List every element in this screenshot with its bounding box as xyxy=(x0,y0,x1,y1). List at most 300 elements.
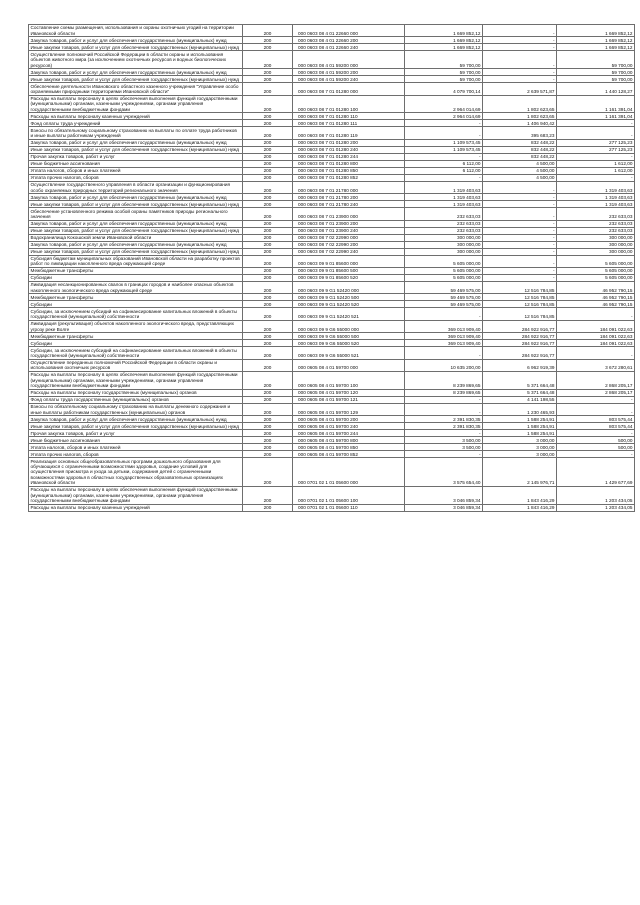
budget-classification-code: 000 0603 08 7 01 23900 200 xyxy=(293,220,405,227)
budget-classification-code: 000 0603 08 4 01 22660 000 xyxy=(293,25,405,37)
unexecuted-amount: - xyxy=(557,347,635,359)
budget-execution-page xyxy=(28,24,634,512)
budget-classification-code: 000 0605 08 4 01 59700 244 xyxy=(293,430,405,437)
expense-name: Иные закупки товаров, работ и услуг для обеспечения государственных (муниципальных) нужд xyxy=(29,227,243,234)
budget-classification-code: 000 0603 09 9 G6 55000 520 xyxy=(293,340,405,347)
approved-amount: 10 635 200,00 xyxy=(405,359,483,371)
unexecuted-amount: - xyxy=(557,120,635,127)
line-code: 200 xyxy=(243,396,293,403)
table-row xyxy=(29,83,635,95)
approved-amount: 1 319 403,63 xyxy=(405,181,483,193)
line-code: 200 xyxy=(243,444,293,451)
line-code: 200 xyxy=(243,127,293,139)
unexecuted-amount: - xyxy=(557,451,635,458)
expense-name: Расходы на выплаты персоналу казенных учреждений xyxy=(29,113,243,120)
table-row xyxy=(29,95,635,113)
approved-amount: - xyxy=(405,127,483,139)
expense-name: Межбюджетные трансферты xyxy=(29,294,243,301)
budget-classification-code: 000 0603 08 7 01 21780 240 xyxy=(293,201,405,208)
line-code: 200 xyxy=(243,504,293,511)
unexecuted-amount: - xyxy=(557,396,635,403)
approved-amount: 369 013 909,40 xyxy=(405,320,483,332)
executed-amount: 832 448,22 xyxy=(483,139,557,146)
line-code: 200 xyxy=(243,403,293,415)
line-code: 200 xyxy=(243,255,293,267)
unexecuted-amount: 300 000,00 xyxy=(557,234,635,241)
budget-classification-code: 000 0603 09 9 G1 52420 520 xyxy=(293,301,405,308)
expense-name: Ликвидация (рекультивация) объектов накопленного экологического вреда, представляющих угрозу реке Волге xyxy=(29,320,243,332)
budget-classification-code: 000 0603 08 7 01 23900 000 xyxy=(293,208,405,220)
table-row xyxy=(29,430,635,437)
budget-classification-code: 000 0603 08 4 01 22660 240 xyxy=(293,44,405,51)
table-row xyxy=(29,113,635,120)
approved-amount: 3 046 859,34 xyxy=(405,486,483,504)
expense-name: Реализация основных общеобразовательных программ дошкольного образования для обучающихся с ограниченными возможностями здоровья, создание условий для осуществления присмотра и ухода за детьми, содержания детей с ограниченными возможностями здоровья в областных государственных образовательных организациях Ивановской области xyxy=(29,458,243,487)
line-code: 200 xyxy=(243,69,293,76)
expense-name: Ликвидация несанкционированных свалок в границах городов и наиболее опасных объектов накопленного экологического вреда окружающей среде xyxy=(29,282,243,294)
line-code: 200 xyxy=(243,146,293,153)
budget-classification-code: 000 0603 08 7 02 22990 200 xyxy=(293,241,405,248)
approved-amount: 1 319 403,63 xyxy=(405,194,483,201)
executed-amount: 2 145 976,71 xyxy=(483,458,557,487)
executed-amount: 1 406 940,42 xyxy=(483,120,557,127)
unexecuted-amount: - xyxy=(557,127,635,139)
unexecuted-amount: 232 633,03 xyxy=(557,227,635,234)
budget-classification-code: 000 0605 08 4 01 59700 121 xyxy=(293,396,405,403)
budget-classification-code: 000 0603 08 4 01 59200 200 xyxy=(293,69,405,76)
line-code: 200 xyxy=(243,347,293,359)
budget-classification-code: 000 0603 09 9 G1 52420 500 xyxy=(293,294,405,301)
budget-classification-code: 000 0603 08 7 01 21780 000 xyxy=(293,181,405,193)
unexecuted-amount: - xyxy=(557,430,635,437)
table-row xyxy=(29,69,635,76)
expense-name: Субсидии xyxy=(29,275,243,282)
line-code: 200 xyxy=(243,451,293,458)
table-row xyxy=(29,160,635,167)
executed-amount: - xyxy=(483,248,557,255)
approved-amount: 369 013 909,40 xyxy=(405,340,483,347)
budget-classification-code: 000 0701 02 1 01 05600 100 xyxy=(293,486,405,504)
budget-classification-code: 000 0605 08 4 01 59700 000 xyxy=(293,359,405,371)
line-code: 200 xyxy=(243,153,293,160)
table-row xyxy=(29,396,635,403)
approved-amount: - xyxy=(405,153,483,160)
unexecuted-amount: 277 125,23 xyxy=(557,146,635,153)
table-row xyxy=(29,194,635,201)
approved-amount: 1 109 573,45 xyxy=(405,139,483,146)
table-row xyxy=(29,167,635,174)
budget-classification-code: 000 0603 08 7 02 22990 240 xyxy=(293,248,405,255)
executed-amount: - xyxy=(483,76,557,83)
unexecuted-amount: - xyxy=(557,174,635,181)
expense-name: Иные бюджетные ассигнования xyxy=(29,437,243,444)
unexecuted-amount: 1 429 677,69 xyxy=(557,458,635,487)
unexecuted-amount: 500,00 xyxy=(557,444,635,451)
unexecuted-amount: - xyxy=(557,403,635,415)
line-code: 200 xyxy=(243,167,293,174)
executed-amount: 1 588 254,91 xyxy=(483,416,557,423)
line-code: 200 xyxy=(243,25,293,37)
executed-amount: - xyxy=(483,201,557,208)
expense-name: Осуществление переданных полномочий Российской Федерации в области охраны и использования охотничьих ресурсов xyxy=(29,359,243,371)
expense-name: Осуществление государственного управления в области организации и функционирования особо охраняемых природных территорий регионального значения xyxy=(29,181,243,193)
approved-amount: 5 605 000,00 xyxy=(405,268,483,275)
approved-amount: - xyxy=(405,174,483,181)
executed-amount: 4 141 198,55 xyxy=(483,396,557,403)
executed-amount: 12 516 784,85 xyxy=(483,294,557,301)
executed-amount: - xyxy=(483,234,557,241)
approved-amount: 1 669 852,12 xyxy=(405,44,483,51)
table-row xyxy=(29,423,635,430)
executed-amount: 12 516 784,85 xyxy=(483,308,557,320)
expense-name: Расходы на выплаты персоналу государственных (муниципальных) органов xyxy=(29,389,243,396)
line-code: 200 xyxy=(243,372,293,390)
line-code: 200 xyxy=(243,268,293,275)
table-row xyxy=(29,333,635,340)
line-code: 200 xyxy=(243,227,293,234)
executed-amount: - xyxy=(483,268,557,275)
expense-name: Составление схемы размещения, использования и охраны охотничьих угодий на территории Ивановской области xyxy=(29,25,243,37)
budget-classification-code: 000 0603 09 9 01 85600 520 xyxy=(293,275,405,282)
table-row xyxy=(29,44,635,51)
line-code: 200 xyxy=(243,201,293,208)
line-code: 200 xyxy=(243,275,293,282)
budget-classification-code: 000 0603 08 7 01 21780 200 xyxy=(293,194,405,201)
executed-amount: 284 922 916,77 xyxy=(483,340,557,347)
line-code: 200 xyxy=(243,220,293,227)
table-row xyxy=(29,340,635,347)
executed-amount: 2 639 571,87 xyxy=(483,83,557,95)
line-code: 200 xyxy=(243,76,293,83)
table-row xyxy=(29,437,635,444)
unexecuted-amount: 46 952 790,15 xyxy=(557,294,635,301)
table-row xyxy=(29,486,635,504)
budget-classification-code: 000 0603 08 7 01 01280 244 xyxy=(293,153,405,160)
table-row xyxy=(29,248,635,255)
unexecuted-amount: 1 203 434,05 xyxy=(557,504,635,511)
line-code: 200 xyxy=(243,194,293,201)
table-row xyxy=(29,174,635,181)
approved-amount: 232 633,03 xyxy=(405,220,483,227)
table-row xyxy=(29,451,635,458)
executed-amount: - xyxy=(483,220,557,227)
expense-name: Закупка товаров, работ и услуг для обеспечения государственных (муниципальных) нужд xyxy=(29,194,243,201)
executed-amount: 3 000,00 xyxy=(483,437,557,444)
expense-name: Прочая закупка товаров, работ и услуг xyxy=(29,153,243,160)
unexecuted-amount: 1 203 434,05 xyxy=(557,486,635,504)
expense-name: Уплата налогов, сборов и иных платежей xyxy=(29,167,243,174)
approved-amount: 2 391 830,35 xyxy=(405,423,483,430)
executed-amount: 1 843 416,29 xyxy=(483,504,557,511)
budget-classification-code: 000 0603 08 4 01 59200 240 xyxy=(293,76,405,83)
expense-name: Фонд оплаты труда государственных (муниципальных) органов xyxy=(29,396,243,403)
table-row xyxy=(29,234,635,241)
executed-amount: 12 516 784,85 xyxy=(483,301,557,308)
line-code: 200 xyxy=(243,416,293,423)
table-row xyxy=(29,120,635,127)
executed-amount: 1 588 254,91 xyxy=(483,430,557,437)
table-row xyxy=(29,359,635,371)
budget-classification-code: 000 0605 08 4 01 59700 800 xyxy=(293,437,405,444)
executed-amount: 1 802 623,65 xyxy=(483,95,557,113)
unexecuted-amount: 1 669 852,12 xyxy=(557,44,635,51)
expense-name: Межбюджетные трансферты xyxy=(29,268,243,275)
expense-name: Закупка товаров, работ и услуг для обеспечения государственных (муниципальных) нужд xyxy=(29,139,243,146)
expense-name: Иные закупки товаров, работ и услуг для обеспечения государственных (муниципальных) нужд xyxy=(29,201,243,208)
executed-amount: - xyxy=(483,44,557,51)
line-code: 200 xyxy=(243,37,293,44)
table-row xyxy=(29,282,635,294)
budget-classification-code: 000 0603 08 4 01 22660 200 xyxy=(293,37,405,44)
budget-classification-code: 000 0603 09 9 01 85600 500 xyxy=(293,268,405,275)
approved-amount: 5 605 000,00 xyxy=(405,255,483,267)
approved-amount: - xyxy=(405,451,483,458)
expense-name: Расходы на выплаты персоналу в целях обеспечения выполнения функций государственными (муниципальными) органами, казенными учреждениями, органами управления государственными внебюджетными фондами xyxy=(29,372,243,390)
executed-amount: 3 000,00 xyxy=(483,444,557,451)
table-row xyxy=(29,241,635,248)
unexecuted-amount: 46 952 790,15 xyxy=(557,301,635,308)
executed-amount: - xyxy=(483,25,557,37)
table-row xyxy=(29,294,635,301)
line-code: 200 xyxy=(243,333,293,340)
table-row xyxy=(29,268,635,275)
approved-amount: 5 605 000,00 xyxy=(405,275,483,282)
line-code: 200 xyxy=(243,160,293,167)
line-code: 200 xyxy=(243,430,293,437)
budget-classification-code: 000 0603 08 7 02 22990 000 xyxy=(293,234,405,241)
expense-name: Закупка товаров, работ и услуг для обеспечения государственных (муниципальных) нужд xyxy=(29,416,243,423)
line-code: 200 xyxy=(243,208,293,220)
expense-name: Закупка товаров, работ и услуг для обеспечения государственных (муниципальных) нужд xyxy=(29,37,243,44)
table-row xyxy=(29,181,635,193)
expense-name: Межбюджетные трансферты xyxy=(29,333,243,340)
line-code: 200 xyxy=(243,95,293,113)
executed-amount: 4 500,00 xyxy=(483,160,557,167)
line-code: 200 xyxy=(243,248,293,255)
unexecuted-amount: 59 700,00 xyxy=(557,51,635,69)
unexecuted-amount: 300 000,00 xyxy=(557,241,635,248)
executed-amount: 284 922 916,77 xyxy=(483,347,557,359)
approved-amount: 59 469 575,00 xyxy=(405,282,483,294)
unexecuted-amount: 1 440 128,27 xyxy=(557,83,635,95)
approved-amount: 232 633,03 xyxy=(405,227,483,234)
approved-amount: 300 000,00 xyxy=(405,234,483,241)
unexecuted-amount: 1 319 403,63 xyxy=(557,181,635,193)
budget-table xyxy=(28,24,635,512)
unexecuted-amount: 803 575,44 xyxy=(557,416,635,423)
expense-name: Фонд оплаты труда учреждений xyxy=(29,120,243,127)
budget-classification-code: 000 0701 02 1 01 05600 110 xyxy=(293,504,405,511)
unexecuted-amount: 184 091 022,63 xyxy=(557,340,635,347)
line-code: 200 xyxy=(243,486,293,504)
table-row xyxy=(29,416,635,423)
line-code: 200 xyxy=(243,389,293,396)
unexecuted-amount: 1 161 391,04 xyxy=(557,95,635,113)
approved-amount: - xyxy=(405,430,483,437)
approved-amount: 59 700,00 xyxy=(405,51,483,69)
executed-amount: - xyxy=(483,255,557,267)
executed-amount: 284 922 916,77 xyxy=(483,320,557,332)
approved-amount: 6 112,00 xyxy=(405,167,483,174)
expense-name: Взносы по обязательному социальному страхованию на выплаты денежного содержания и иные выплаты работникам государственных (муниципальных) органов xyxy=(29,403,243,415)
budget-classification-code: 000 0603 08 7 01 01280 110 xyxy=(293,113,405,120)
budget-classification-code: 000 0605 08 4 01 59700 240 xyxy=(293,423,405,430)
expense-name: Субсидии, за исключением субсидий на софинансирование капитальных вложений в объекты государственной (муниципальной) собственности xyxy=(29,347,243,359)
table-row xyxy=(29,220,635,227)
approved-amount: 300 000,00 xyxy=(405,248,483,255)
executed-amount: 395 683,23 xyxy=(483,127,557,139)
line-code: 200 xyxy=(243,308,293,320)
expense-name: Уплата прочих налогов, сборов xyxy=(29,451,243,458)
approved-amount: - xyxy=(405,120,483,127)
line-code: 200 xyxy=(243,234,293,241)
expense-name: Осуществление полномочий Российской Федерации в области охраны и использования объектов животного мира (за исключением охотничьих ресурсов и водных биологических ресурсов) xyxy=(29,51,243,69)
table-row xyxy=(29,347,635,359)
budget-classification-code: 000 0603 08 7 01 01280 100 xyxy=(293,95,405,113)
approved-amount: 2 964 014,69 xyxy=(405,95,483,113)
approved-amount: 369 013 909,40 xyxy=(405,333,483,340)
table-row xyxy=(29,146,635,153)
unexecuted-amount: 3 672 280,61 xyxy=(557,359,635,371)
table-row xyxy=(29,458,635,487)
line-code: 200 xyxy=(243,301,293,308)
line-code: 200 xyxy=(243,340,293,347)
executed-amount: 1 588 254,91 xyxy=(483,423,557,430)
budget-classification-code: 000 0603 09 9 G6 55000 000 xyxy=(293,320,405,332)
approved-amount: 6 112,00 xyxy=(405,160,483,167)
expense-name: Уплата прочих налогов, сборов xyxy=(29,174,243,181)
executed-amount: 832 448,22 xyxy=(483,153,557,160)
budget-classification-code: 000 0701 02 1 01 05600 000 xyxy=(293,458,405,487)
unexecuted-amount: 5 605 000,00 xyxy=(557,268,635,275)
executed-amount: - xyxy=(483,37,557,44)
budget-classification-code: 000 0605 08 4 01 59700 120 xyxy=(293,389,405,396)
table-row xyxy=(29,153,635,160)
table-row xyxy=(29,301,635,308)
executed-amount: - xyxy=(483,51,557,69)
budget-classification-code: 000 0605 08 4 01 59700 100 xyxy=(293,372,405,390)
unexecuted-amount: 59 700,00 xyxy=(557,76,635,83)
table-row xyxy=(29,403,635,415)
budget-classification-code: 000 0605 08 4 01 59700 852 xyxy=(293,451,405,458)
budget-classification-code: 000 0603 08 7 01 23900 240 xyxy=(293,227,405,234)
executed-amount: 3 000,00 xyxy=(483,451,557,458)
table-row xyxy=(29,139,635,146)
line-code: 200 xyxy=(243,423,293,430)
expense-name: Прочая закупка товаров, работ и услуг xyxy=(29,430,243,437)
approved-amount: 4 079 700,14 xyxy=(405,83,483,95)
unexecuted-amount: 803 575,44 xyxy=(557,423,635,430)
expense-name: Иные закупки товаров, работ и услуг для обеспечения государственных (муниципальных) нужд xyxy=(29,44,243,51)
approved-amount: 59 700,00 xyxy=(405,76,483,83)
unexecuted-amount: 232 633,03 xyxy=(557,208,635,220)
budget-classification-code: 000 0603 08 7 01 01280 200 xyxy=(293,139,405,146)
budget-table-body xyxy=(29,25,635,512)
budget-classification-code: 000 0603 08 7 01 01280 240 xyxy=(293,146,405,153)
unexecuted-amount: 1 612,00 xyxy=(557,160,635,167)
unexecuted-amount: 232 633,03 xyxy=(557,220,635,227)
unexecuted-amount: 1 319 403,63 xyxy=(557,201,635,208)
executed-amount: 832 448,22 xyxy=(483,146,557,153)
executed-amount: 1 843 416,29 xyxy=(483,486,557,504)
executed-amount: 5 371 664,48 xyxy=(483,372,557,390)
executed-amount: 1 802 623,65 xyxy=(483,113,557,120)
table-row xyxy=(29,444,635,451)
expense-name: Иные закупки товаров, работ и услуг для обеспечения государственных (муниципальных) нужд xyxy=(29,76,243,83)
expense-name: Иные закупки товаров, работ и услуг для обеспечения государственных (муниципальных) нужд xyxy=(29,248,243,255)
approved-amount: 232 633,03 xyxy=(405,208,483,220)
table-row xyxy=(29,504,635,511)
unexecuted-amount: 500,00 xyxy=(557,437,635,444)
approved-amount: 8 239 869,65 xyxy=(405,389,483,396)
budget-classification-code: 000 0605 08 4 01 59700 200 xyxy=(293,416,405,423)
expense-name: Закупка товаров, работ и услуг для обеспечения государственных (муниципальных) нужд xyxy=(29,241,243,248)
budget-classification-code: 000 0603 09 9 G1 52420 000 xyxy=(293,282,405,294)
budget-classification-code: 000 0603 08 7 01 01280 850 xyxy=(293,167,405,174)
approved-amount: 2 964 014,69 xyxy=(405,113,483,120)
approved-amount: 8 239 869,65 xyxy=(405,372,483,390)
table-row xyxy=(29,227,635,234)
budget-classification-code: 000 0603 08 7 01 01280 111 xyxy=(293,120,405,127)
expense-name: Расходы на выплаты персоналу казенных учреждений xyxy=(29,504,243,511)
line-code: 200 xyxy=(243,51,293,69)
approved-amount: 3 575 654,40 xyxy=(405,458,483,487)
unexecuted-amount: 2 868 205,17 xyxy=(557,389,635,396)
budget-classification-code: 000 0603 09 9 01 85600 000 xyxy=(293,255,405,267)
approved-amount: 1 669 852,12 xyxy=(405,37,483,44)
table-row xyxy=(29,255,635,267)
table-row xyxy=(29,389,635,396)
expense-name: Субсидии xyxy=(29,301,243,308)
executed-amount: - xyxy=(483,69,557,76)
unexecuted-amount: 46 952 790,15 xyxy=(557,282,635,294)
expense-name: Закупка товаров, работ и услуг для обеспечения государственных (муниципальных) нужд xyxy=(29,220,243,227)
unexecuted-amount: 184 091 022,63 xyxy=(557,320,635,332)
executed-amount: 6 962 919,39 xyxy=(483,359,557,371)
table-row xyxy=(29,201,635,208)
expense-name: Взносы по обязательному социальному страхованию на выплаты по оплате труда работников и иные выплаты работникам учреждений xyxy=(29,127,243,139)
approved-amount: - xyxy=(405,396,483,403)
executed-amount: - xyxy=(483,227,557,234)
budget-classification-code: 000 0603 09 9 G6 55000 500 xyxy=(293,333,405,340)
approved-amount: 59 469 575,00 xyxy=(405,301,483,308)
budget-classification-code: 000 0603 09 9 G6 55000 521 xyxy=(293,347,405,359)
executed-amount: 4 500,00 xyxy=(483,174,557,181)
table-row xyxy=(29,76,635,83)
executed-amount: 284 922 916,77 xyxy=(483,333,557,340)
approved-amount: 59 700,00 xyxy=(405,69,483,76)
expense-name: Обеспечение установленного режима особой охраны памятников природы регионального значения xyxy=(29,208,243,220)
unexecuted-amount: - xyxy=(557,153,635,160)
line-code: 200 xyxy=(243,139,293,146)
approved-amount: 1 669 852,12 xyxy=(405,25,483,37)
approved-amount: - xyxy=(405,347,483,359)
unexecuted-amount: 1 319 403,63 xyxy=(557,194,635,201)
approved-amount: - xyxy=(405,403,483,415)
line-code: 200 xyxy=(243,113,293,120)
unexecuted-amount: 277 125,23 xyxy=(557,139,635,146)
table-row xyxy=(29,127,635,139)
table-row xyxy=(29,320,635,332)
line-code: 200 xyxy=(243,120,293,127)
budget-classification-code: 000 0603 08 4 01 59200 000 xyxy=(293,51,405,69)
line-code: 200 xyxy=(243,320,293,332)
unexecuted-amount: 59 700,00 xyxy=(557,69,635,76)
approved-amount: 3 046 859,34 xyxy=(405,504,483,511)
budget-classification-code: 000 0603 08 7 01 01280 852 xyxy=(293,174,405,181)
line-code: 200 xyxy=(243,44,293,51)
expense-name: Субсидии, за исключением субсидий на софинансирование капитальных вложений в объекты государственной (муниципальной) собственности xyxy=(29,308,243,320)
